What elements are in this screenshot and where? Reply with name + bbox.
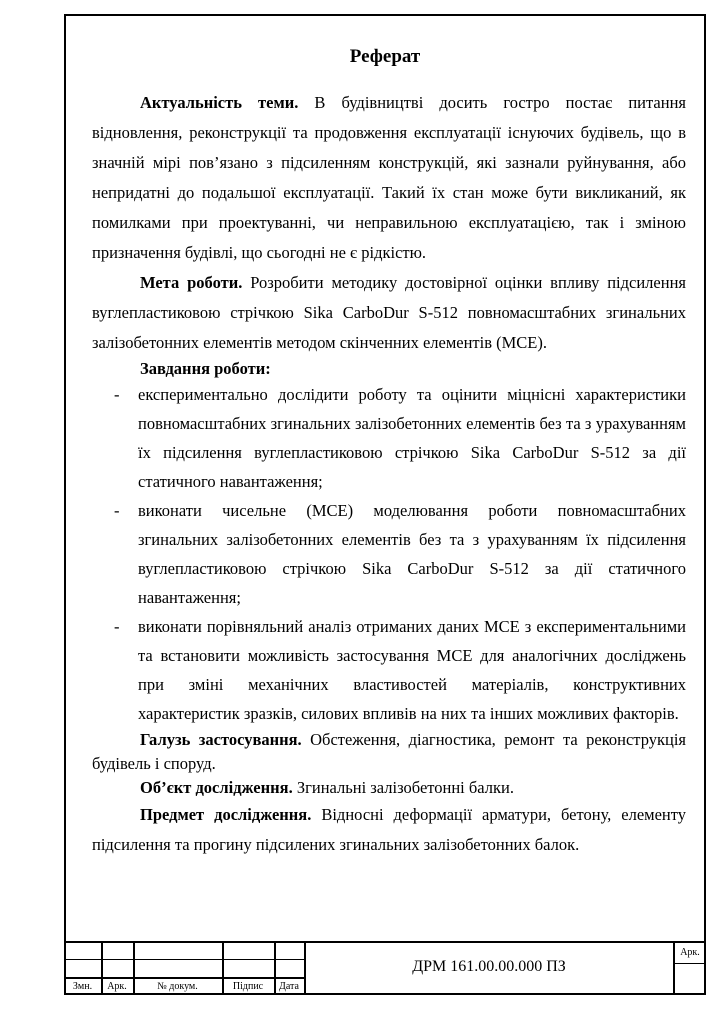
stamp-doc-label: № докум.	[157, 981, 198, 992]
stamp-sign-label: Підпис	[232, 981, 264, 992]
subject-text: Відносні деформації арматури, бетону, елементу підсилення та прогину підсилених згинальних залізобетонних балок.	[92, 805, 686, 854]
goal-label: Мета роботи.	[140, 273, 243, 292]
object-label: Об’єкт дослідження.	[140, 778, 293, 797]
tasks-heading: Завдання роботи:	[140, 359, 271, 378]
relevance-text: В будівництві досить гостро постає питання відновлення, реконструкції та продовження експлуатації існуючих будівель, що в значній мірі пов’язано з підсиленням конструкцій, які зазнали руйнування, або непридатні до подальшої експлуатації. Такий їх стан може бути викликаний, як помилками при проектуванні, чи неправильною експлуатацією, так і зміною призначення будівлі, що сьогодні не є рідкістю.	[92, 93, 686, 262]
tasks-list	[92, 380, 686, 728]
object-paragraph	[92, 776, 686, 800]
subject-paragraph	[92, 800, 686, 860]
stamp-zmn-label: Змн.	[72, 981, 93, 992]
field-paragraph	[92, 728, 686, 776]
goal-paragraph	[92, 268, 686, 358]
goal-text: Розробити методику достовірної оцінки впливу підсилення вуглепластиковою стрічкою Sika CarboDur S-512 повномасштабних згинальних залізобетонних елементів методом скінченних елементів (МСЕ).	[92, 273, 686, 352]
task-text: виконати чисельне (МСЕ) моделювання роботи повномасштабних згинальних залізобетонних елементів без та з урахуванням їх підсилення вуглепластиковою стрічкою Sika CarboDur S-512 за дії статичного навантаження;	[138, 501, 686, 607]
page-title: Реферат	[349, 46, 421, 67]
abstract-body	[92, 88, 686, 860]
stamp-date-label: Дата	[279, 981, 299, 992]
task-item: - виконати чисельне (МСЕ) моделювання роботи повномасштабних згинальних залізобетонних елементів без та з урахуванням їх підсилення вуглепластиковою стрічкою Sika CarboDur S-512 за дії статичного навантаження;	[114, 501, 686, 607]
task-item: - виконати порівняльний аналіз отриманих даних МСЕ з експериментальними та встановити можливість застосування МСЕ для аналогічних досліджень при зміні механічних властивостей матеріалів, конструктивних характеристик зразків, силових впливів на них та інших можливих факторів.	[114, 617, 686, 723]
task-item: - експериментально дослідити роботу та оцінити міцнісні характеристики повномасштабних згинальних залізобетонних елементів без та з урахуванням їх підсилення вуглепластиковою стрічкою Sika CarboDur S-512 за дії статичного навантаження;	[114, 385, 686, 491]
relevance-paragraph	[92, 88, 686, 268]
field-text: Обстеження, діагностика, ремонт та реконструкція будівель і споруд.	[92, 730, 687, 773]
field-label: Галузь застосування.	[140, 730, 302, 749]
object-text: Згинальні залізобетонні балки.	[292, 778, 514, 797]
task-text: виконати порівняльний аналіз отриманих даних МСЕ з експериментальними та встановити можливість застосування МСЕ для аналогічних досліджень при зміні механічних властивостей матеріалів, конструктивних характеристик зразків, силових впливів на них та інших можливих факторів.	[138, 617, 686, 723]
stamp-sheet-label: Арк.	[680, 947, 700, 958]
stamp-ark-label: Арк.	[107, 981, 127, 992]
relevance-label: Актуальність теми.	[140, 93, 299, 112]
document-number: ДРМ 161.00.00.000 ПЗ	[412, 958, 566, 975]
page-frame	[64, 14, 706, 995]
subject-label: Предмет дослідження.	[140, 805, 312, 824]
task-text: експериментально дослідити роботу та оцінити міцнісні характеристики повномасштабних згинальних залізобетонних елементів без та з урахуванням їх підсилення вуглепластиковою стрічкою Sika CarboDur S-512 за дії статичного навантаження;	[138, 385, 686, 491]
title-block	[64, 941, 706, 995]
